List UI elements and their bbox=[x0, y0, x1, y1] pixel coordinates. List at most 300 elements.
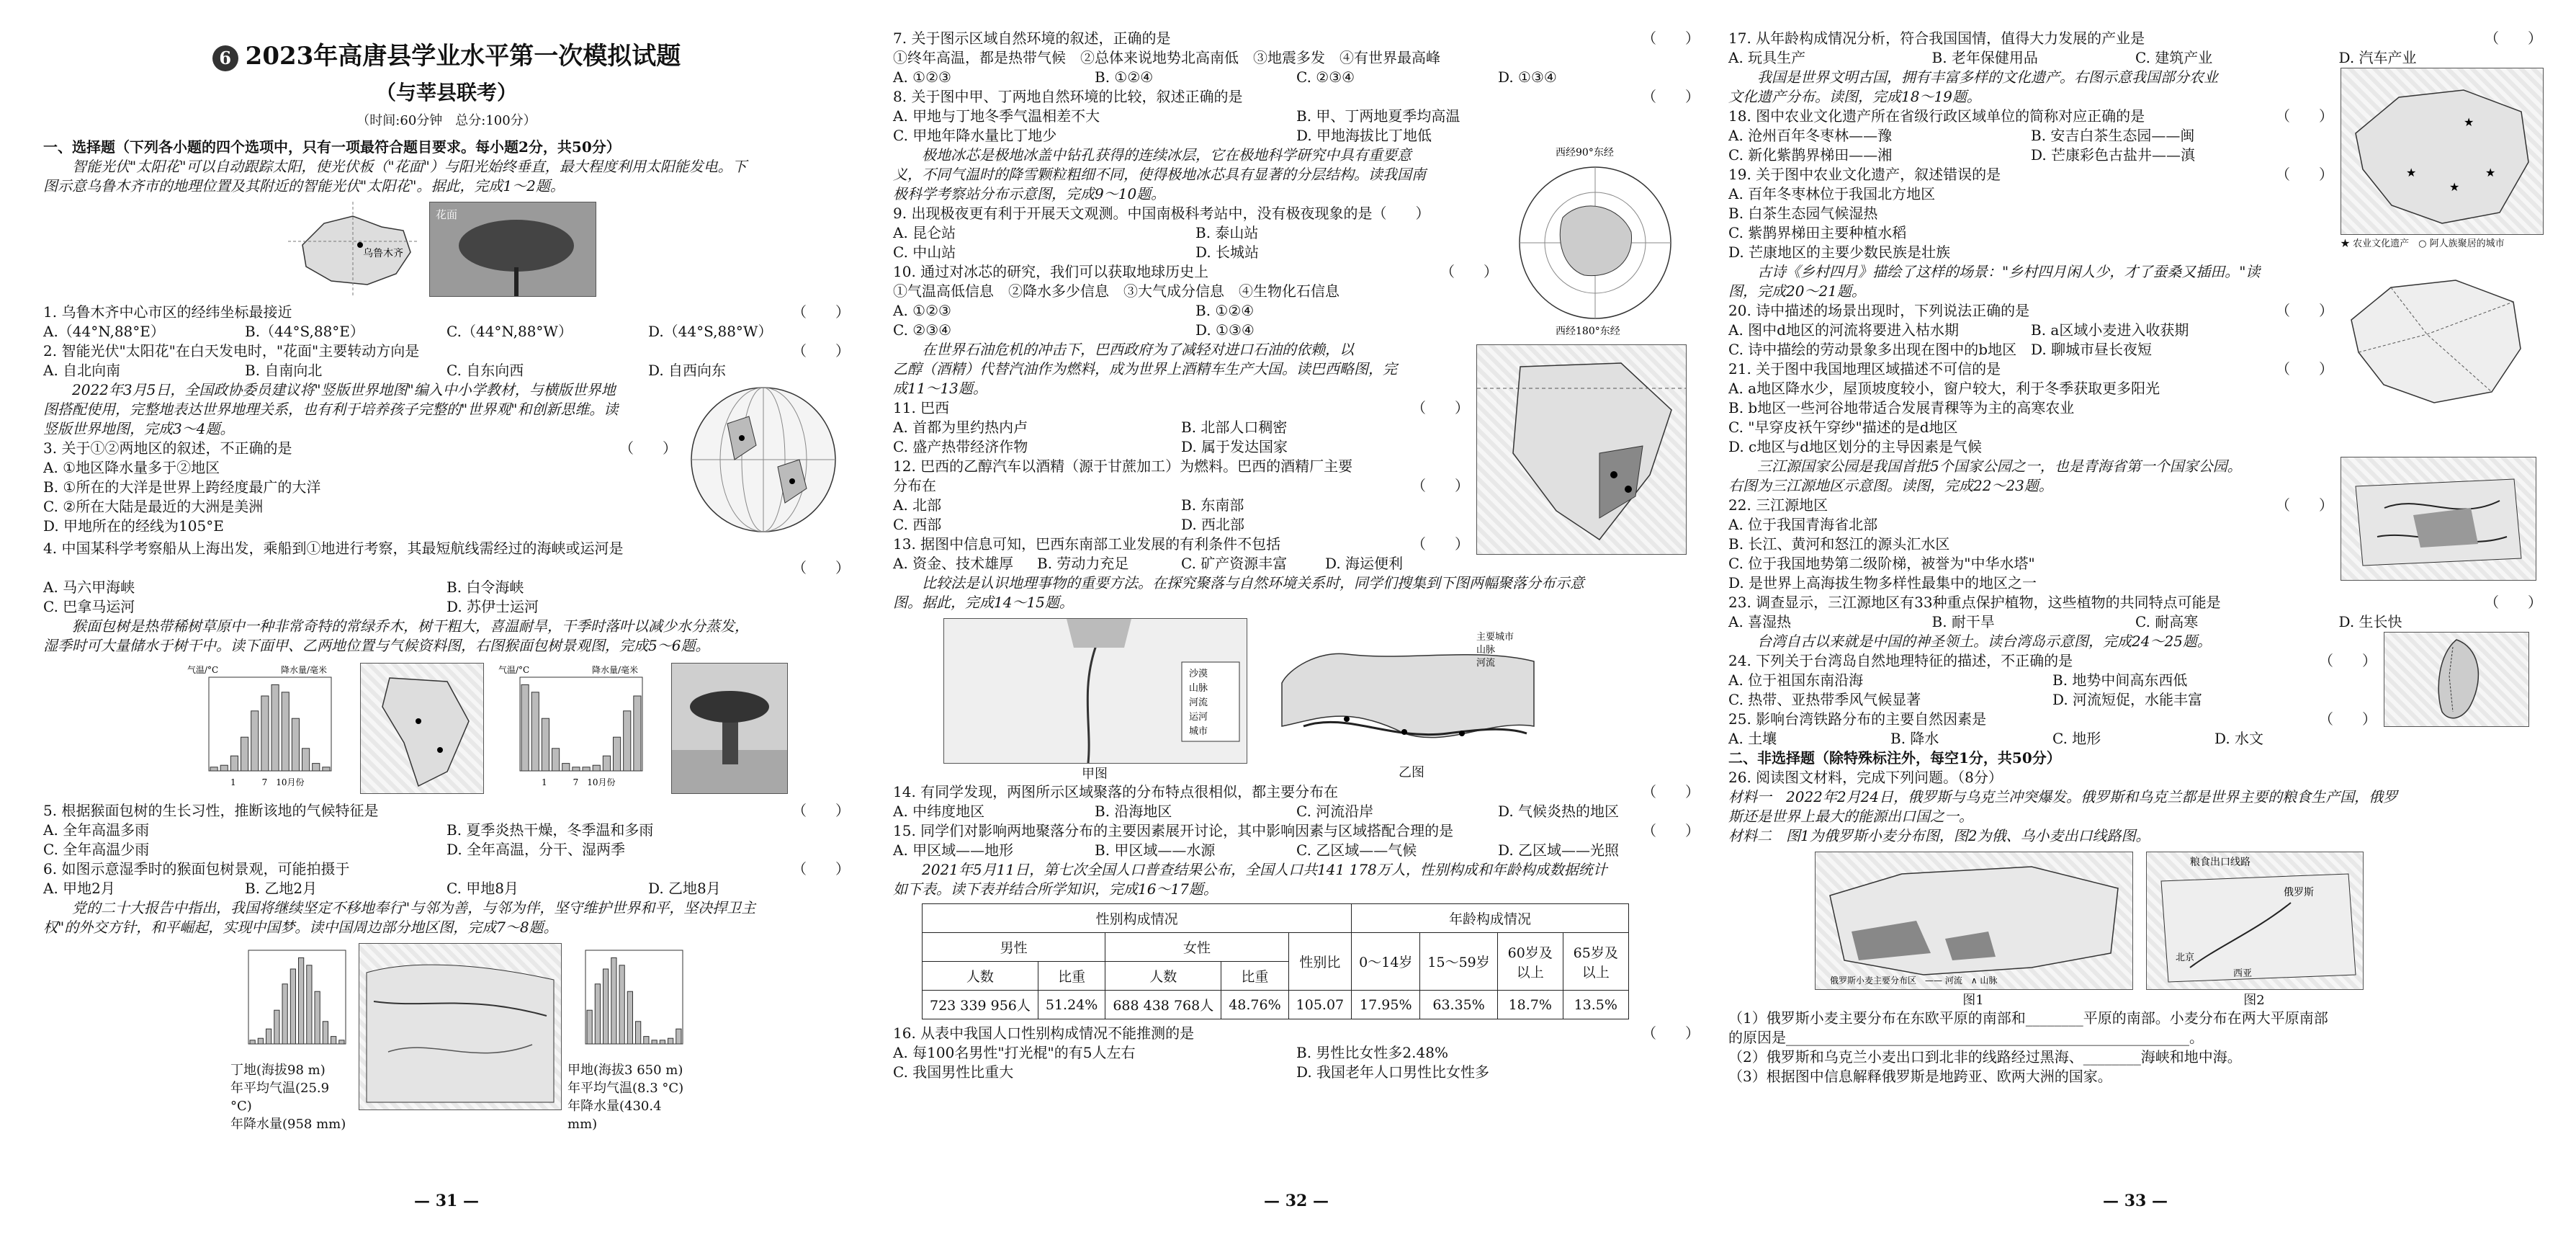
option: B. 泰山站 bbox=[1195, 224, 1259, 241]
q3-text-column bbox=[43, 380, 677, 536]
egypt-nile-map bbox=[943, 618, 1247, 764]
option: B. 东南部 bbox=[1181, 496, 1244, 514]
option: C. 位于我国地势第二级阶梯，被誉为"中华水塔" bbox=[1728, 555, 2035, 572]
q11-text-column bbox=[893, 340, 1469, 573]
option: D. 汽车产业 bbox=[2338, 49, 2417, 66]
table-cell: 688 438 768人 bbox=[1105, 991, 1221, 1019]
caption: 年降水量(430.4 mm) bbox=[567, 1099, 662, 1132]
question-15: 15. 同学们对影响两地聚落分布的主要因素展开讨论，其中影响因素与区域搭配合理的是 （ ） bbox=[893, 822, 1700, 839]
precip-bar bbox=[241, 737, 248, 771]
option: A. 甲地2月 bbox=[43, 880, 115, 897]
question-12-cont: 分布在 （ ） bbox=[893, 477, 1469, 494]
option: A. ①②③ bbox=[893, 302, 951, 319]
option: D. 苏伊士运河 bbox=[446, 598, 539, 615]
precip-bar bbox=[634, 696, 641, 771]
precip-bar bbox=[595, 984, 600, 1044]
option: B. 甲区域——水源 bbox=[1095, 841, 1216, 859]
q6-options bbox=[43, 879, 850, 898]
option: D. 西北部 bbox=[1181, 516, 1245, 533]
legend-label: 河流 bbox=[1189, 697, 1208, 708]
option: B. 夏季炎热干燥，冬季温和多雨 bbox=[446, 821, 654, 839]
climate-chart-svg bbox=[567, 943, 690, 1058]
question-6: 6. 如图示意湿季时的猴面包树景观，可能拍摄于 （ ） bbox=[43, 860, 850, 877]
svg-text:★: ★ bbox=[2449, 180, 2460, 194]
legend-label: 山脉 bbox=[1189, 683, 1208, 694]
option: D. 气候炎热的地区 bbox=[1498, 803, 1620, 820]
sub-question-2: （2）俄罗斯和乌克兰小麦出口到北非的线路经过黑海、________海峡和地中海。 bbox=[1728, 1048, 2242, 1066]
intro-text: 在世界石油危机的冲击下，巴西政府为了减轻对进口石油的依赖，以 bbox=[893, 341, 1354, 358]
question-10: 10. 通过对冰芯的研究，我们可以获取地球历史上 （ ） bbox=[893, 263, 1498, 280]
option: B. 甲、丁两地夏季均高温 bbox=[1296, 107, 1460, 125]
precip-bar bbox=[627, 991, 632, 1044]
river-cities-map bbox=[1260, 618, 1563, 762]
question-3: 3. 关于①②两地区的叙述，不正确的是 （ ） bbox=[43, 439, 677, 457]
sub-question-1: （1）俄罗斯小麦主要分布在东欧平原的南部和________平原的南部。小麦分布在两大平原南部 bbox=[1728, 1009, 2328, 1027]
material-text: 材料一 2022年2月24日，俄罗斯与乌克兰冲突爆发。俄罗斯和乌克兰都是世界主要的粮食生产国，俄罗 bbox=[1728, 788, 2398, 805]
precip-bar bbox=[271, 684, 279, 771]
precip-bar bbox=[562, 764, 570, 771]
precip-bar bbox=[261, 696, 269, 771]
question-26: 26. 阅读图文材料，完成下列问题。（8分） bbox=[1728, 769, 2003, 786]
legend-label: 山脉 bbox=[1476, 645, 1496, 656]
intro-text: 成11～13题。 bbox=[893, 380, 987, 397]
export-map-svg bbox=[2147, 852, 2363, 989]
figure-caption: 图1 bbox=[1962, 993, 1984, 1008]
intro-text: 台湾自古以来就是中国的神圣领土。读台湾岛示意图，完成24～25题。 bbox=[1728, 633, 2212, 650]
precip-bar bbox=[644, 1037, 649, 1044]
precip-bar bbox=[668, 1038, 673, 1044]
section-heading: 二、非选择题（除特殊标注外，每空1分，共50分） bbox=[1728, 749, 2061, 767]
option: C. 紫鹊界梯田主要种植水稻 bbox=[1728, 224, 1907, 241]
option: A. 资金、技术雄厚 bbox=[893, 555, 1014, 572]
option: C. 我国男性比重大 bbox=[893, 1063, 1014, 1081]
precip-bar bbox=[313, 764, 320, 771]
q13-options bbox=[893, 554, 1469, 573]
option: B. 地势中间高东西低 bbox=[2052, 671, 2188, 689]
baobab-photo bbox=[671, 663, 788, 794]
option: A. 马六甲海峡 bbox=[43, 579, 135, 596]
intro-text: 乙醇（酒精）代替汽油作为燃料，成为世界上酒精车生产大国。读巴西略图，完 bbox=[893, 360, 1397, 378]
question-19: 19. 关于图中农业文化遗产，叙述错误的是 （ ） bbox=[1728, 166, 2333, 183]
question-14: 14. 有同学发现，两图所示区域聚落的分布特点很相似，都主要分布在 （ ） bbox=[893, 783, 1700, 800]
china-neighbors-map bbox=[359, 943, 562, 1110]
option: B. 乙地2月 bbox=[245, 880, 318, 897]
legend-label: 城市 bbox=[1189, 726, 1208, 737]
precip-bar bbox=[531, 692, 539, 771]
precip-bar bbox=[250, 1040, 255, 1044]
option: C. 甲地年降水量比丁地少 bbox=[893, 127, 1057, 144]
page-number: — 32 — bbox=[1264, 1192, 1329, 1210]
question-18: 18. 图中农业文化遗产所在省级行政区域单位的简称对应正确的是 （ ） bbox=[1728, 107, 2333, 125]
sanjiangyuan-svg bbox=[2341, 457, 2536, 580]
precip-bar bbox=[652, 1040, 657, 1044]
figure-caption: 甲图 bbox=[1082, 767, 1108, 782]
precip-bar bbox=[573, 767, 580, 771]
option: B. 老年保健用品 bbox=[1931, 49, 2038, 66]
option: C. 盛产热带经济作物 bbox=[893, 438, 1028, 455]
option: D. 芒康地区的主要少数民族是壮族 bbox=[1728, 244, 1951, 261]
intro-text: 2022年3月5日，全国政协委员建议将"竖版世界地图"编入中小学教材，与横版世界地 bbox=[43, 381, 616, 398]
question-21: 21. 关于图中我国地理区域描述不可信的是 （ ） bbox=[1728, 360, 2333, 378]
population-table bbox=[922, 903, 1629, 1019]
legend-label: 运河 bbox=[1189, 712, 1208, 723]
figure-2 bbox=[2146, 852, 2362, 1009]
table-header: 比重 bbox=[1221, 962, 1288, 991]
question-17: 17. 从年龄构成情况分析，符合我国国情，值得大力发展的产业是 （ ） bbox=[1728, 30, 2542, 47]
page-32 bbox=[893, 29, 1700, 1210]
china-heritage-map bbox=[2341, 68, 2544, 235]
precip-bar bbox=[542, 718, 549, 771]
axis-label: 气温/°C bbox=[187, 665, 219, 675]
option: A. 每100名男性"打光棍"的有5人左右 bbox=[893, 1044, 1136, 1061]
q24-block bbox=[1728, 632, 2542, 749]
q14-options bbox=[893, 802, 1700, 821]
option: C. 巴拿马运河 bbox=[43, 598, 135, 615]
precip-bar bbox=[274, 1010, 279, 1044]
option: D. ①③④ bbox=[1498, 68, 1557, 86]
q11-block bbox=[893, 340, 1700, 573]
map-label: 俄罗斯 bbox=[2284, 887, 2314, 898]
precip-bar bbox=[266, 1029, 271, 1044]
q1-options bbox=[43, 322, 850, 341]
option: C. 建筑产业 bbox=[2135, 49, 2213, 66]
title-number-badge: 6 bbox=[212, 45, 238, 71]
question-1: 1. 乌鲁木齐中心市区的经纬坐标最接近 （ ） bbox=[43, 303, 850, 321]
africa-map-svg bbox=[361, 664, 483, 793]
option: C. 甲地8月 bbox=[446, 880, 519, 897]
climate-chart-b bbox=[498, 663, 657, 792]
option: C. ②所在大陆是最近的大洲是美洲 bbox=[43, 498, 264, 515]
brazil-map-svg bbox=[1477, 345, 1686, 554]
q20-options bbox=[1728, 321, 2333, 360]
table-row bbox=[923, 991, 1629, 1019]
q9-text-column bbox=[893, 146, 1498, 340]
svg-text:★: ★ bbox=[2464, 115, 2474, 129]
q20-block bbox=[1728, 262, 2542, 457]
option: B. ①②④ bbox=[1195, 302, 1255, 319]
china-regions-map bbox=[2341, 262, 2535, 406]
precip-bar bbox=[583, 767, 590, 771]
map-label: 西亚 bbox=[2233, 968, 2253, 979]
axis-label: 1 7 10月份 bbox=[542, 777, 616, 787]
table-header: 女性 bbox=[1105, 933, 1288, 962]
regions-map-svg bbox=[2341, 262, 2535, 406]
intro-text: 智能光伏"太阳花"可以自动跟踪太阳，使光伏板（"花面"）与阳光始终垂直，最大程度利用太阳能发电。下 bbox=[43, 158, 747, 175]
caption: 年降水量(958 mm) bbox=[230, 1117, 346, 1132]
material-text: 材料二 图1为俄罗斯小麦分布图，图2为俄、乌小麦出口线路图。 bbox=[1728, 827, 2150, 844]
q24-options bbox=[1728, 671, 2377, 710]
page-number: — 33 — bbox=[2103, 1192, 2168, 1210]
intro-text: 猴面包树是热带稀树草原中一种非常奇特的常绿乔木，树干粗大，喜温耐旱，干季时落叶以减少水分蒸发， bbox=[43, 617, 749, 635]
question-11: 11. 巴西 （ ） bbox=[893, 399, 1469, 416]
climate-chart-svg bbox=[230, 943, 353, 1058]
table-cell: 105.07 bbox=[1288, 991, 1351, 1019]
q5-options bbox=[43, 821, 850, 859]
precip-bar bbox=[552, 749, 560, 771]
xinjiang-map-figure bbox=[288, 202, 418, 295]
precip-bar bbox=[676, 1029, 681, 1044]
question-2: 2. 智能光伏"太阳花"在白天发电时，"花面"主要转动方向是 （ ） bbox=[43, 342, 850, 360]
precip-bar bbox=[339, 1040, 344, 1044]
intro-text: 右图为三江源地区示意图。读图，完成22～23题。 bbox=[1728, 477, 2053, 494]
baobab-svg bbox=[672, 664, 787, 793]
q8-options bbox=[893, 107, 1700, 146]
page-number: — 31 — bbox=[414, 1192, 479, 1210]
option: B. 安吉白茶生态园——闽 bbox=[2031, 127, 2195, 144]
option: B. 耐干旱 bbox=[1931, 613, 1995, 630]
axis-label: 降水量/毫米 bbox=[592, 665, 639, 675]
page-31 bbox=[43, 29, 850, 1210]
intro-text: 竖版世界地图，完成3～4题。 bbox=[43, 420, 235, 437]
option: C. 乙区域——气候 bbox=[1296, 841, 1417, 859]
solar-flower-photo bbox=[429, 202, 596, 297]
option: C. ②③④ bbox=[1296, 68, 1355, 86]
option: C. "早穿皮袄午穿纱"描述的是d地区 bbox=[1728, 419, 1958, 436]
option: B. a区域小麦进入收获期 bbox=[2031, 321, 2189, 339]
caption: 甲地(海拔3 650 m) bbox=[567, 1063, 683, 1078]
xinjiang-map-svg bbox=[288, 202, 418, 295]
option: D. 我国老年人口男性比女性多 bbox=[1296, 1063, 1490, 1081]
climate-chart-svg bbox=[187, 663, 346, 792]
option: A. 甲地与丁地冬季气温相差不大 bbox=[893, 107, 1100, 125]
question-12: 12. 巴西的乙醇汽车以酒精（源于甘蔗加工）为燃料。巴西的酒精厂主要 bbox=[893, 457, 1353, 475]
option: A. 位于我国青海省北部 bbox=[1728, 516, 1878, 533]
option: D. 聊城市昼长夜短 bbox=[2031, 341, 2153, 358]
intro-text: 权"的外交方针，和平崛起，实现中国梦。读中国周边部分地区图，完成7～8题。 bbox=[43, 919, 558, 936]
caption: 年平均气温(8.3 °C) bbox=[567, 1081, 684, 1096]
option: B. 沿海地区 bbox=[1095, 803, 1172, 820]
legend-label: 主要城市 bbox=[1476, 632, 1514, 643]
option: A. 喜湿热 bbox=[1728, 613, 1792, 630]
river-map-svg bbox=[1260, 618, 1563, 762]
q10-items: ①气温高低信息 ②降水多少信息 ③大气成分信息 ④生物化石信息 bbox=[893, 282, 1339, 300]
figure-caption: 图2 bbox=[2243, 993, 2265, 1008]
option: C. ②③④ bbox=[893, 321, 952, 339]
figure-1 bbox=[1815, 852, 2132, 1009]
option: D. c地区与d地区划分的主导因素是气候 bbox=[1728, 438, 1983, 455]
option: D. 水文 bbox=[2214, 730, 2264, 747]
q17-options bbox=[1728, 48, 2542, 68]
option: D. 自西向东 bbox=[648, 362, 727, 379]
climate-chart-ding bbox=[230, 943, 353, 1132]
precip-bar bbox=[315, 991, 320, 1044]
option: C. 新化紫鹊界梯田——湘 bbox=[1728, 146, 1893, 164]
solar-flower-svg bbox=[430, 202, 596, 296]
option: A.（44°N,88°E） bbox=[43, 323, 165, 340]
table-header: 男性 bbox=[923, 933, 1105, 962]
option: A. ①地区降水量多于②地区 bbox=[43, 459, 220, 476]
brazil-map bbox=[1476, 344, 1687, 555]
sub-question-1-cont: 的原因是________________________________________________________。 bbox=[1728, 1029, 2204, 1046]
table-header: 人数 bbox=[1105, 962, 1221, 991]
vertical-world-map-figure bbox=[684, 380, 843, 539]
precip-bar bbox=[611, 957, 616, 1044]
option: D. 甲地海拔比丁地低 bbox=[1296, 127, 1432, 144]
precip-bar bbox=[210, 767, 217, 771]
option: C. 诗中描绘的劳动景象多出现在图中的b地区 bbox=[1728, 341, 2017, 358]
city-label: 乌鲁木齐 bbox=[363, 248, 403, 259]
intro-text: 义，不同气温时的降雪颗粒粗细不同，使得极地冰芯具有显著的分层结构。读我国南 bbox=[893, 166, 1426, 183]
option: C. 中山站 bbox=[893, 244, 956, 261]
figure-row bbox=[1815, 852, 2542, 1009]
question-9: 9. 出现极夜更有利于开展天文观测。中国南极科考站中，没有极夜现象的是（ ） bbox=[893, 205, 1430, 222]
precip-bar bbox=[636, 1022, 641, 1044]
option: D. 属于发达国家 bbox=[1181, 438, 1288, 455]
precip-bar bbox=[302, 749, 310, 771]
precip-bar bbox=[251, 711, 259, 771]
precip-bar bbox=[220, 765, 228, 771]
q10-options bbox=[893, 301, 1498, 340]
table-header: 0～14岁 bbox=[1352, 933, 1420, 991]
table-row bbox=[923, 933, 1629, 962]
map-legend: 俄罗斯小麦主要分布区 —— 河流 ∧ 山脉 bbox=[1830, 975, 1998, 986]
table-cell: 48.76% bbox=[1221, 991, 1288, 1019]
option: A. 位于祖国东南沿海 bbox=[1728, 671, 1864, 689]
option: D. ①③④ bbox=[1195, 321, 1255, 339]
intro-text: 湿季时可大量储水于树干中。读下面甲、乙两地位置与气候资料图，右图猴面包树景观图，完成5～6题。 bbox=[43, 637, 710, 654]
climate-chart-svg bbox=[498, 663, 657, 792]
question-22: 22. 三江源地区 （ ） bbox=[1728, 496, 2333, 514]
precip-bar bbox=[521, 684, 529, 771]
option: C. 全年高温少雨 bbox=[43, 841, 150, 858]
neighbors-map-svg bbox=[359, 944, 561, 1109]
precip-bar bbox=[603, 969, 609, 1044]
q20-text-column bbox=[1728, 262, 2333, 457]
precip-bar bbox=[603, 756, 610, 771]
caption: 丁地(海拔98 m) bbox=[230, 1063, 326, 1078]
option: A. 图中d地区的河流将要进入枯水期 bbox=[1728, 321, 1959, 339]
q18-options bbox=[1728, 126, 2333, 165]
option: D. 是世界上高海拔生物多样性最集中的地区之一 bbox=[1728, 574, 2037, 591]
heritage-map-figure bbox=[2341, 68, 2542, 253]
option: B. 北部人口稠密 bbox=[1181, 419, 1288, 436]
option: C. 地形 bbox=[2052, 730, 2101, 747]
exam-meta: （时间:60分钟 总分:100分） bbox=[356, 113, 537, 128]
precip-bar bbox=[307, 965, 312, 1044]
russia-map-svg bbox=[1816, 852, 2132, 989]
q7-items: ①终年高温，都是热带气候 ②总体来说地势北高南低 ③地震多发 ④有世界最高峰 bbox=[893, 49, 1440, 66]
option: D. 生长快 bbox=[2338, 613, 2402, 630]
table-header: 15～59岁 bbox=[1420, 933, 1497, 991]
precip-bar bbox=[619, 965, 624, 1044]
photo-label: 花面 bbox=[436, 208, 458, 221]
option: A. a地区降水少，屋顶坡度较小，窗户较大，利于冬季获取更多阳光 bbox=[1728, 380, 2160, 397]
question-23: 23. 调查显示，三江源地区有33种重点保护植物，这些植物的共同特点可能是 （ ） bbox=[1728, 594, 2542, 611]
option: B. 降水 bbox=[1890, 730, 1939, 747]
q4-options bbox=[43, 578, 850, 617]
precip-bar bbox=[292, 718, 299, 771]
option: A. 中纬度地区 bbox=[893, 803, 985, 820]
option: D. 河流短促，水能丰富 bbox=[2052, 691, 2203, 708]
nile-map-svg bbox=[944, 619, 1247, 763]
option: B. 自南向北 bbox=[245, 362, 323, 379]
question-8: 8. 关于图中甲、丁两地自然环境的比较，叙述正确的是 （ ） bbox=[893, 88, 1700, 105]
precip-bar bbox=[624, 711, 631, 771]
option: B. ①②④ bbox=[1095, 68, 1154, 86]
precip-bar bbox=[323, 1022, 328, 1044]
sub-question-3: （3）根据图中信息解释俄罗斯是地跨亚、欧两大洲的国家。 bbox=[1728, 1068, 2112, 1085]
precip-bar bbox=[282, 692, 289, 771]
option: D. 海运便利 bbox=[1325, 555, 1404, 572]
page-33 bbox=[1728, 29, 2542, 1210]
option: D. 甲地所在的经线为105°E bbox=[43, 517, 224, 535]
table-header: 性别比 bbox=[1288, 933, 1351, 991]
q2-options bbox=[43, 361, 850, 380]
option: D. 芒康彩色古盐井——滇 bbox=[2031, 146, 2196, 164]
map-label: 北京 bbox=[2176, 952, 2195, 963]
intro-text: 三江源国家公园是我国首批5个国家公园之一，也是青海省第一个国家公园。 bbox=[1728, 457, 2242, 475]
map-label: 西经90°东经 bbox=[1556, 147, 1614, 158]
intro-text: 图，完成20～21题。 bbox=[1728, 282, 1866, 300]
q4-paren: （ ） bbox=[792, 559, 850, 576]
question-25: 25. 影响台湾铁路分布的主要自然因素是 （ ） bbox=[1728, 710, 2377, 728]
figure-row bbox=[230, 943, 850, 1132]
intro-text: 图示意乌鲁木齐市的地理位置及其附近的智能光伏"太阳花"。据此，完成1～2题。 bbox=[43, 177, 565, 195]
question-16: 16. 从表中我国人口性别构成情况不能推测的是 （ ） bbox=[893, 1024, 1700, 1042]
option: A. 甲区域——地形 bbox=[893, 841, 1014, 859]
figure-caption: 乙图 bbox=[1399, 765, 1424, 780]
axis-label: 降水量/毫米 bbox=[281, 665, 328, 675]
q22-block bbox=[1728, 457, 2542, 593]
option: A. 土壤 bbox=[1728, 730, 1777, 747]
option: D. 全年高温，分干、湿两季 bbox=[446, 841, 626, 858]
intro-text: 极地冰芯是极地冰盖中钻孔获得的连续冰层，它在极地科学研究中具有重要意 bbox=[893, 146, 1412, 164]
option: A. 玩具生产 bbox=[1728, 49, 1806, 66]
option: A. 百年冬枣林位于我国北方地区 bbox=[1728, 185, 1936, 202]
sanjiangyuan-map bbox=[2341, 457, 2536, 581]
table-cell: 723 339 956人 bbox=[923, 991, 1038, 1019]
q22-text-column bbox=[1728, 457, 2333, 593]
option: B. 男性比女性多2.48% bbox=[1296, 1044, 1448, 1061]
option: A. ①②③ bbox=[893, 68, 951, 86]
figure-row bbox=[943, 618, 1700, 782]
option: C. 自东向西 bbox=[446, 362, 524, 379]
option: B. ①所在的大洋是世界上跨经度最广的大洋 bbox=[43, 478, 321, 496]
exam-subtitle: （与莘县联考） bbox=[375, 81, 517, 104]
intro-text: 图搭配使用，完整地表达世界地理关系，也有利于培养孩子完整的"世界观"和创新思维。读 bbox=[43, 401, 619, 418]
option: B. b地区一些河谷地带适合发展青稞等为主的高寒农业 bbox=[1728, 399, 2075, 416]
wheat-export-map bbox=[2146, 852, 2364, 990]
q9-block bbox=[893, 146, 1700, 340]
option: C. 热带、亚热带季风气候显著 bbox=[1728, 691, 1921, 708]
table-cell: 17.95% bbox=[1352, 991, 1420, 1019]
option: D. 长城站 bbox=[1195, 244, 1260, 261]
question-4: 4. 中国某科学考察船从上海出发，乘船到①地进行考察，其最短航线需经过的海峡或运河是 bbox=[43, 540, 624, 557]
q11-options bbox=[893, 418, 1469, 457]
table-cell: 51.24% bbox=[1038, 991, 1105, 1019]
table-header: 65岁及以上 bbox=[1563, 933, 1628, 991]
axis-label: 气温/°C bbox=[498, 665, 530, 675]
vertical-world-map-svg bbox=[684, 380, 843, 539]
precip-bar bbox=[299, 957, 304, 1044]
africa-location-map bbox=[360, 663, 484, 794]
q3-block bbox=[43, 380, 850, 539]
intro-text: 图。据此，完成14～15题。 bbox=[893, 594, 1074, 611]
precip-bar bbox=[587, 1010, 592, 1044]
option: D. 乙地8月 bbox=[648, 880, 721, 897]
precip-bar bbox=[593, 765, 600, 771]
axis-label: 1 7 10月份 bbox=[230, 777, 305, 787]
map-label: 西经180°东经 bbox=[1556, 326, 1620, 337]
map-title: 粮食出口线路 bbox=[2190, 857, 2250, 868]
precip-bar bbox=[282, 984, 287, 1044]
option: C.（44°N,88°W） bbox=[446, 323, 573, 340]
antarctic-map-svg bbox=[1505, 146, 1685, 340]
svg-text:★: ★ bbox=[2406, 166, 2417, 179]
antarctic-stations-map bbox=[1505, 146, 1685, 340]
option: C. 西部 bbox=[893, 516, 942, 533]
q25-options bbox=[1728, 729, 2377, 749]
